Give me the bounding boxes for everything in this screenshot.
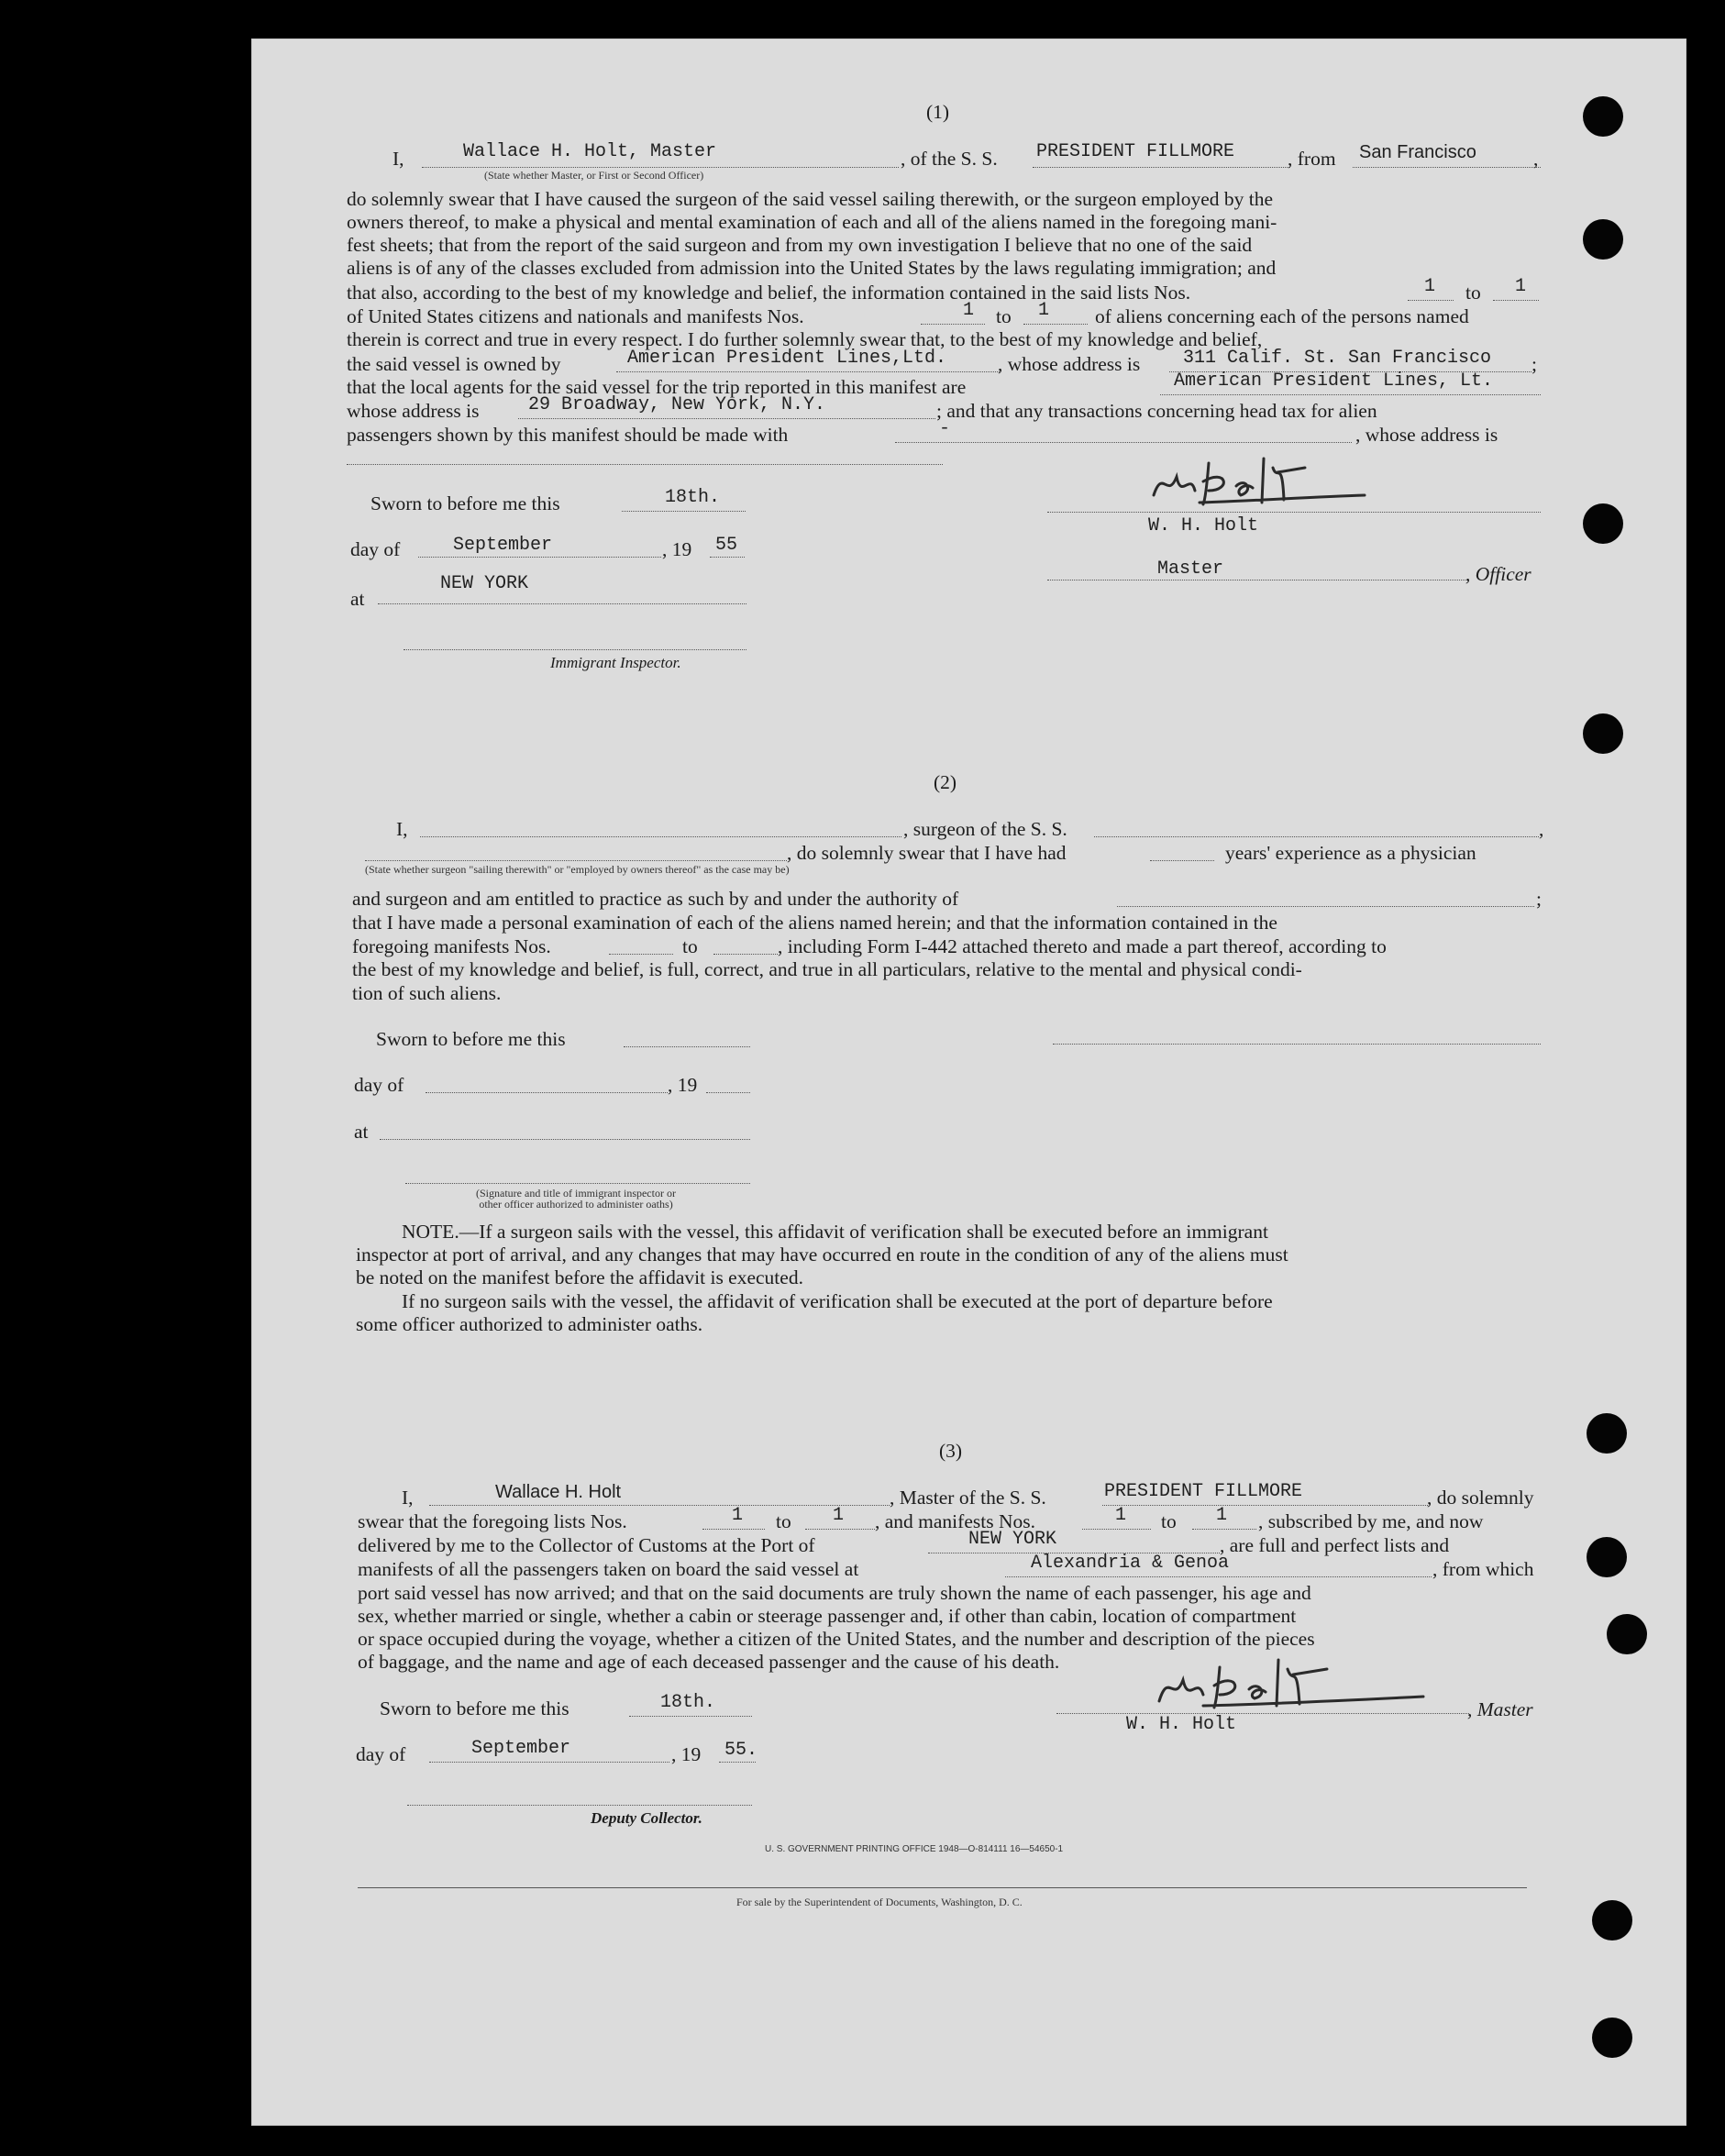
fill-line bbox=[616, 371, 1000, 372]
sworn-day-field: 18th. bbox=[665, 487, 721, 508]
label: , 19 bbox=[668, 1074, 698, 1096]
fill-line bbox=[418, 557, 661, 558]
paragraph-line: and surgeon and am entitled to practice as such by and under the authority of bbox=[352, 888, 959, 910]
deputy-collector-label: Deputy Collector. bbox=[591, 1809, 702, 1827]
label: day of bbox=[354, 1074, 404, 1096]
list-from-field: 1 bbox=[1424, 276, 1436, 297]
fill-line bbox=[422, 167, 899, 168]
fill-line bbox=[407, 1805, 752, 1806]
punch-hole bbox=[1583, 96, 1623, 137]
label: to bbox=[1161, 1510, 1177, 1532]
label: , from bbox=[1288, 148, 1336, 170]
paragraph-line: whose address is bbox=[347, 400, 480, 422]
punch-hole bbox=[1587, 1537, 1627, 1577]
label: ; bbox=[1531, 353, 1537, 375]
manifest-to-field: 1 bbox=[1216, 1505, 1228, 1526]
label: day of bbox=[356, 1743, 406, 1765]
paragraph-line: , are full and perfect lists and bbox=[1220, 1534, 1450, 1556]
punch-hole bbox=[1592, 1900, 1632, 1940]
label: to bbox=[682, 935, 698, 957]
departure-port-field: San Francisco bbox=[1359, 142, 1476, 162]
fill-line bbox=[518, 418, 935, 419]
embarkation-field: Alexandria & Genoa bbox=[1031, 1553, 1230, 1574]
paragraph-line: or space occupied during the voyage, whether a citizen of the United States, and the number and description of the pieces bbox=[358, 1628, 1315, 1650]
fill-line bbox=[719, 1762, 756, 1763]
paragraph-line: passengers shown by this manifest should be made with bbox=[347, 424, 789, 446]
manifest-to-field: 1 bbox=[1038, 300, 1050, 321]
label: , of the S. S. bbox=[901, 148, 998, 170]
fill-line bbox=[921, 324, 985, 325]
paragraph-line: , whose address is bbox=[1355, 424, 1498, 446]
paragraph-line: that also, according to the best of my knowledge and belief, the information contained in the said lists Nos. bbox=[347, 282, 1191, 304]
note-line: inspector at port of arrival, and any changes that may have occurred en route in the condition of any of the aliens must bbox=[356, 1244, 1288, 1266]
fill-line bbox=[1033, 167, 1289, 168]
fill-line bbox=[1353, 167, 1541, 168]
label: at bbox=[354, 1121, 369, 1143]
fill-line bbox=[805, 1529, 875, 1530]
owner-address-field: 311 Calif. St. San Francisco bbox=[1183, 348, 1492, 369]
paragraph-line: of aliens concerning each of the persons named bbox=[1095, 305, 1469, 327]
label: to bbox=[776, 1510, 791, 1532]
master-signature bbox=[1144, 449, 1420, 514]
signature-line bbox=[1056, 1713, 1469, 1714]
fill-line bbox=[1005, 1576, 1432, 1577]
ship-name-field: PRESIDENT FILLMORE bbox=[1036, 141, 1235, 162]
sworn-year-field: 55 bbox=[715, 535, 738, 556]
signature-note: other officer authorized to administer oaths) bbox=[479, 1198, 673, 1211]
paragraph-line: swear that the foregoing lists Nos. bbox=[358, 1510, 627, 1532]
label: , Officer bbox=[1465, 563, 1531, 585]
inspector-label: Immigrant Inspector. bbox=[550, 654, 681, 671]
paragraph-line: that the local agents for the said vessel for the trip reported in this manifest are bbox=[347, 376, 967, 398]
fill-line bbox=[380, 1139, 750, 1140]
list-to-field: 1 bbox=[1515, 276, 1527, 297]
paragraph-line: delivered by me to the Collector of Customs at the Port of bbox=[358, 1534, 815, 1556]
section-number: (1) bbox=[926, 101, 950, 123]
label: at bbox=[350, 588, 365, 610]
punch-hole bbox=[1587, 1413, 1627, 1454]
fill-line bbox=[1493, 300, 1539, 301]
fill-line bbox=[1082, 1529, 1151, 1530]
fill-line bbox=[1094, 836, 1539, 837]
sworn-day-field: 18th. bbox=[660, 1692, 716, 1713]
punch-hole bbox=[1592, 2018, 1632, 2058]
sale-notice: For sale by the Superintendent of Documents, Washington, D. C. bbox=[736, 1896, 1023, 1908]
paragraph-line: owners thereof, to make a physical and mental examination of each and all of the aliens named in the foregoing mani- bbox=[347, 211, 1277, 233]
label: , bbox=[1533, 148, 1539, 170]
printer-imprint: U. S. GOVERNMENT PRINTING OFFICE 1948—O-814111 16—54650-1 bbox=[765, 1844, 1064, 1854]
note-line: be noted on the manifest before the affidavit is executed. bbox=[356, 1266, 803, 1288]
field-note: (State whether surgeon "sailing therewith" or "employed by owners thereof" as the case may be) bbox=[365, 863, 790, 876]
label: to bbox=[996, 305, 1012, 327]
paragraph-line: foregoing manifests Nos. bbox=[352, 935, 551, 957]
ship-name-field: PRESIDENT FILLMORE bbox=[1104, 1481, 1303, 1502]
manifest-from-field: 1 bbox=[1115, 1505, 1127, 1526]
label: I, bbox=[393, 148, 404, 170]
owner-field: American President Lines,Ltd. bbox=[627, 348, 947, 369]
fill-line bbox=[426, 1092, 668, 1093]
label: , whose address is bbox=[998, 353, 1141, 375]
fill-line bbox=[429, 1762, 669, 1763]
fill-line bbox=[347, 464, 943, 465]
agent-address-field: 29 Broadway, New York, N.Y. bbox=[528, 394, 826, 415]
label: Sworn to before me this bbox=[376, 1028, 566, 1050]
field-note: (State whether Master, or First or Second Officer) bbox=[484, 169, 704, 182]
punch-hole bbox=[1583, 219, 1623, 260]
head-tax-field: - bbox=[939, 418, 951, 439]
section-number: (3) bbox=[939, 1440, 963, 1462]
fill-line bbox=[1150, 860, 1214, 861]
agents-field: American President Lines, Lt. bbox=[1174, 370, 1494, 392]
master-signature bbox=[1148, 1651, 1451, 1715]
sworn-month-field: September bbox=[453, 535, 553, 556]
sworn-month-field: September bbox=[471, 1738, 571, 1759]
signature-note: (Signature and title of immigrant inspector or bbox=[476, 1187, 676, 1200]
paragraph-line: of United States citizens and nationals and manifests Nos. bbox=[347, 305, 804, 327]
manifest-from-field: 1 bbox=[963, 300, 975, 321]
fill-line bbox=[1102, 1505, 1428, 1506]
signature-name: W. H. Holt bbox=[1148, 515, 1259, 536]
sworn-year-field: 55. bbox=[724, 1740, 758, 1761]
signature-line bbox=[1053, 1044, 1541, 1045]
punch-hole bbox=[1583, 503, 1623, 544]
signature-name: W. H. Holt bbox=[1126, 1714, 1237, 1735]
fill-line bbox=[609, 954, 673, 955]
fill-line bbox=[378, 603, 746, 604]
paragraph-line: do solemnly swear that I have caused the surgeon of the said vessel sailing therewith, or the surgeon employed by the bbox=[347, 188, 1274, 210]
sworn-place-field: NEW YORK bbox=[440, 573, 529, 594]
signature-line bbox=[1047, 512, 1541, 513]
paragraph-line: manifests of all the passengers taken on board the said vessel at bbox=[358, 1558, 859, 1580]
port-field: NEW YORK bbox=[968, 1529, 1057, 1550]
label: , surgeon of the S. S. bbox=[903, 818, 1067, 840]
paragraph-line: aliens is of any of the classes excluded from admission into the United States by the laws regulating immigration; and bbox=[347, 257, 1277, 279]
fill-line bbox=[895, 442, 1352, 443]
fill-line bbox=[365, 860, 787, 861]
label: , Master of the S. S. bbox=[890, 1487, 1046, 1509]
paragraph-line: ; and that any transactions concerning head tax for alien bbox=[936, 400, 1377, 422]
fill-line bbox=[624, 1046, 750, 1047]
note-line: some officer authorized to administer oaths. bbox=[356, 1313, 703, 1335]
note-line: If no surgeon sails with the vessel, the affidavit of verification shall be executed at the port of departure before bbox=[402, 1290, 1273, 1312]
label: , do solemnly swear that I have had bbox=[787, 842, 1067, 864]
paragraph-line: , subscribed by me, and now bbox=[1258, 1510, 1484, 1532]
fill-line bbox=[710, 557, 745, 558]
paragraph-line: fest sheets; that from the report of the said surgeon and from my own investigation I believe that no one of the said bbox=[347, 234, 1253, 256]
label: , do solemnly bbox=[1427, 1487, 1534, 1509]
label: I, bbox=[402, 1487, 414, 1509]
fill-line bbox=[622, 511, 746, 512]
fill-line bbox=[1192, 1529, 1256, 1530]
paragraph-line: , including Form I-442 attached thereto and made a part thereof, according to bbox=[778, 935, 1387, 957]
master-name-field: Wallace H. Holt bbox=[495, 1482, 622, 1502]
label: , 19 bbox=[662, 538, 692, 560]
list-from-field: 1 bbox=[732, 1505, 744, 1526]
paragraph-line: therein is correct and true in every respect. I do further solemnly swear that, to the best of my knowledge and belief, bbox=[347, 328, 1263, 350]
list-to-field: 1 bbox=[833, 1505, 845, 1526]
master-name-field: Wallace H. Holt, Master bbox=[463, 141, 717, 162]
fill-line bbox=[1023, 324, 1088, 325]
paragraph-line: port said vessel has now arrived; and that on the said documents are truly shown the name of each passenger, his age and bbox=[358, 1582, 1311, 1604]
fill-line bbox=[1408, 300, 1454, 301]
fill-line bbox=[405, 1183, 750, 1184]
label: ; bbox=[1536, 888, 1542, 910]
note-line: NOTE.—If a surgeon sails with the vessel, this affidavit of verification shall be executed before an immigrant bbox=[402, 1221, 1268, 1243]
paragraph-line: , from which bbox=[1432, 1558, 1534, 1580]
label: years' experience as a physician bbox=[1225, 842, 1476, 864]
paragraph-line: the best of my knowledge and belief, is full, correct, and true in all particulars, relative to the mental and physical condi- bbox=[352, 958, 1302, 980]
label: , and manifests Nos. bbox=[875, 1510, 1035, 1532]
paragraph-line: that I have made a personal examination of each of the aliens named herein; and that the information contained in the bbox=[352, 912, 1277, 934]
fill-line bbox=[706, 1092, 750, 1093]
label: to bbox=[1465, 282, 1481, 304]
paragraph-line: sex, whether married or single, whether a cabin or steerage passenger and, if other than cabin, location of compartment bbox=[358, 1605, 1297, 1627]
paragraph-line: the said vessel is owned by bbox=[347, 353, 561, 375]
paragraph-line: tion of such aliens. bbox=[352, 982, 502, 1004]
paragraph-line: of baggage, and the name and age of each deceased passenger and the cause of his death. bbox=[358, 1651, 1060, 1673]
fill-line bbox=[1160, 394, 1541, 395]
label: day of bbox=[350, 538, 401, 560]
officer-title-field: Master bbox=[1157, 558, 1224, 580]
section-number: (2) bbox=[934, 771, 957, 793]
footer-rule bbox=[358, 1887, 1527, 1888]
label: I, bbox=[396, 818, 408, 840]
label: , bbox=[1539, 818, 1544, 840]
fill-line bbox=[702, 1529, 765, 1530]
fill-line bbox=[420, 836, 901, 837]
fill-line bbox=[713, 954, 778, 955]
label: Sworn to before me this bbox=[370, 492, 560, 514]
label: , 19 bbox=[671, 1743, 702, 1765]
punch-hole bbox=[1607, 1614, 1647, 1654]
label: Sworn to before me this bbox=[380, 1697, 569, 1719]
fill-line bbox=[404, 649, 746, 650]
label: , Master bbox=[1467, 1698, 1533, 1720]
fill-line bbox=[629, 1716, 752, 1717]
punch-hole bbox=[1583, 713, 1623, 754]
fill-line bbox=[429, 1505, 890, 1506]
fill-line bbox=[1117, 906, 1534, 907]
